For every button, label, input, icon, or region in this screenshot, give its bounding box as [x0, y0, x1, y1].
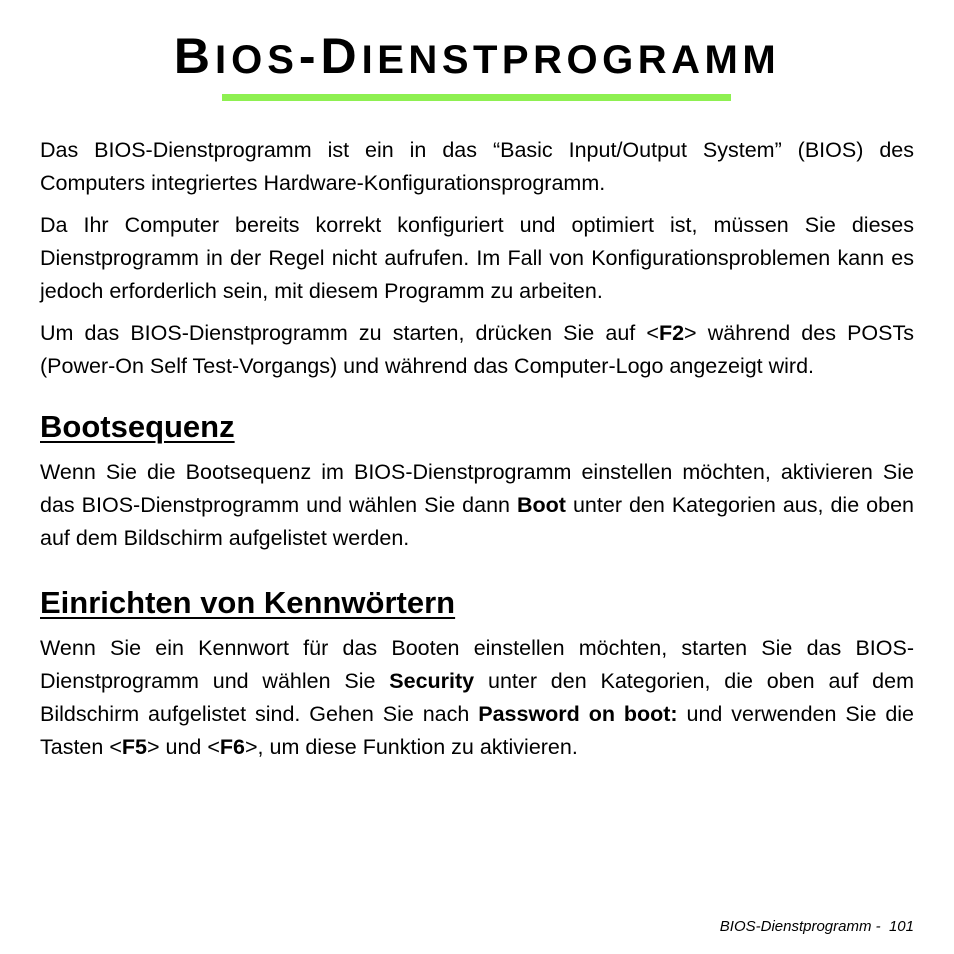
key-f2: F2: [658, 321, 685, 345]
page-footer: BIOS-Dienstprogramm - 101: [719, 918, 914, 935]
intro-paragraph-3: [40, 317, 914, 383]
title-part-2: IENSTPROGRAMM: [361, 38, 781, 82]
main-content: [40, 134, 914, 773]
password-on-boot-keyword: Password on boot:: [478, 702, 678, 726]
pwd-text-d: > und <: [146, 735, 220, 759]
boot-keyword: Boot: [517, 493, 566, 517]
pwd-text-b: unter den Kategorien, die oben auf dem Bildschirm aufgelistet sind. Gehen Sie nach: [40, 669, 915, 726]
section-heading-boot: Bootsequenz: [40, 409, 235, 444]
boot-text-b: unter den Kategorien aus, die oben auf dem Bildschirm aufgelistet werden.: [40, 493, 914, 550]
intro-paragraph-1: Das BIOS-Dienstprogramm ist ein in das “Basic Input/Output System” (BIOS) des Computers integriertes Hardware-Konfigurationsprogramm.: [40, 138, 914, 195]
intro-p3-text-a: Um das BIOS-Dienstprogramm zu starten, drücken Sie auf <: [40, 321, 659, 345]
title-part-1: IOS: [214, 38, 299, 82]
intro-paragraph-2: Da Ihr Computer bereits korrekt konfiguriert und optimiert ist, müssen Sie dieses Dienstprogramm in der Regel nicht aufrufen. Im Fall von Konfigurationsproblemen kann es jedoch erforderlich sein, mit diesem Programm zu arbeiten.: [40, 213, 914, 303]
section-heading-password: Einrichten von Kennwörtern: [40, 585, 456, 620]
security-keyword: Security: [389, 669, 475, 693]
pwd-text-a: Wenn Sie ein Kennwort für das Booten einstellen möchten, starten Sie das BIOS-Dienstprogramm und wählen Sie: [40, 636, 914, 693]
page-title: [0, 28, 954, 88]
boot-text-a: Wenn Sie die Bootsequenz im BIOS-Dienstprogramm einstellen möchten, aktivieren Sie das BIOS-Dienstprogramm und wählen Sie dann: [40, 460, 914, 517]
boot-paragraph: [40, 456, 914, 555]
pwd-text-c: und verwenden Sie die Tasten <: [40, 702, 915, 759]
password-paragraph: [40, 632, 914, 764]
key-f5: F5: [121, 735, 147, 759]
title-cap-b: B: [173, 28, 215, 84]
pwd-text-e: >, um diese Funktion zu aktivieren.: [245, 735, 578, 759]
title-underline-bar: [222, 94, 731, 101]
key-f6: F6: [219, 735, 245, 759]
title-cap-d: D: [320, 28, 362, 84]
title-dash: -: [298, 28, 321, 84]
intro-p3-text-b: > während des POSTs (Power-On Self Test-Vorgangs) und während das Computer-Logo angezeigt wird.: [40, 321, 914, 378]
